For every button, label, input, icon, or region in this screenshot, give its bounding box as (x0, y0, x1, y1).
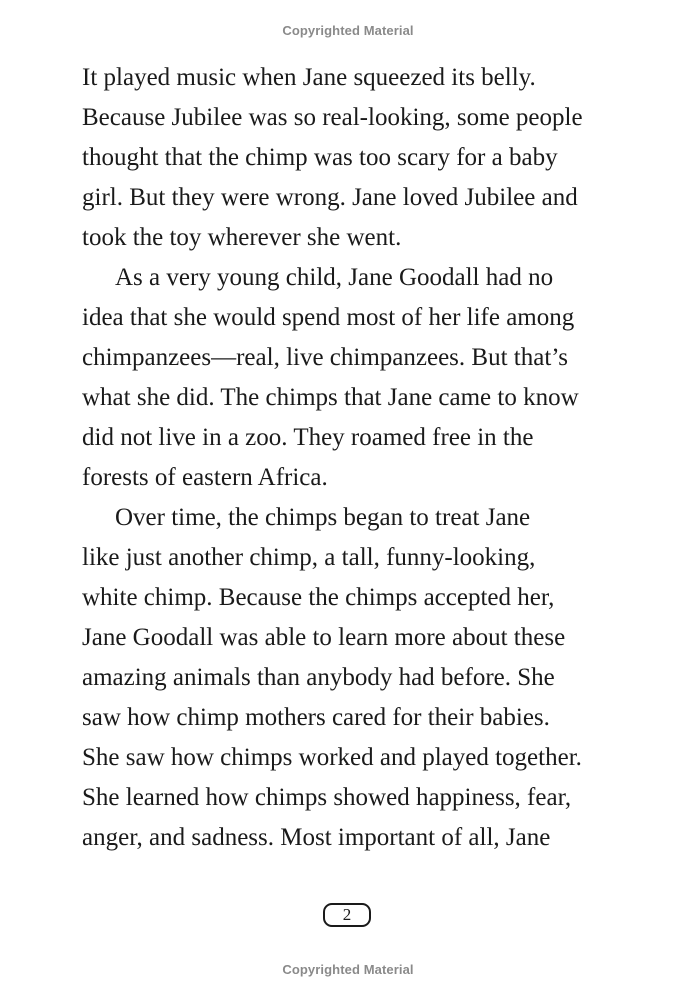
text-line: girl. But they were wrong. Jane loved Jubilee and (82, 184, 578, 211)
text-line: amazing animals than anybody had before. She (82, 664, 555, 691)
copyright-footer: Copyrighted Material (282, 962, 414, 977)
text-line: Because Jubilee was so real-looking, some people (82, 104, 583, 131)
text-line: anger, and sadness. Most important of all, Jane (82, 824, 551, 851)
page-number: 2 (323, 903, 371, 927)
text-line: As a very young child, Jane Goodall had no (115, 264, 554, 291)
text-line: forests of eastern Africa. (82, 464, 328, 491)
text-line: It played music when Jane squeezed its belly. (82, 64, 536, 91)
body-text (82, 58, 622, 858)
text-line: She learned how chimps showed happiness, fear, (82, 784, 572, 811)
text-line: saw how chimp mothers cared for their babies. (82, 704, 550, 731)
text-line: Over time, the chimps began to treat Jane (115, 504, 531, 531)
text-line: chimpanzees—real, live chimpanzees. But that’s (82, 344, 568, 371)
text-line: thought that the chimp was too scary for a baby (82, 144, 558, 171)
text-line: Jane Goodall was able to learn more about these (82, 624, 566, 651)
text-line: what she did. The chimps that Jane came to know (82, 384, 579, 411)
text-line: white chimp. Because the chimps accepted her, (82, 584, 555, 611)
text-line: She saw how chimps worked and played together. (82, 744, 582, 771)
text-line: did not live in a zoo. They roamed free in the (82, 424, 534, 451)
text-line: idea that she would spend most of her life among (82, 304, 575, 331)
copyright-header: Copyrighted Material (282, 23, 414, 38)
text-line: took the toy wherever she went. (82, 224, 402, 251)
text-line: like just another chimp, a tall, funny-looking, (82, 544, 536, 571)
